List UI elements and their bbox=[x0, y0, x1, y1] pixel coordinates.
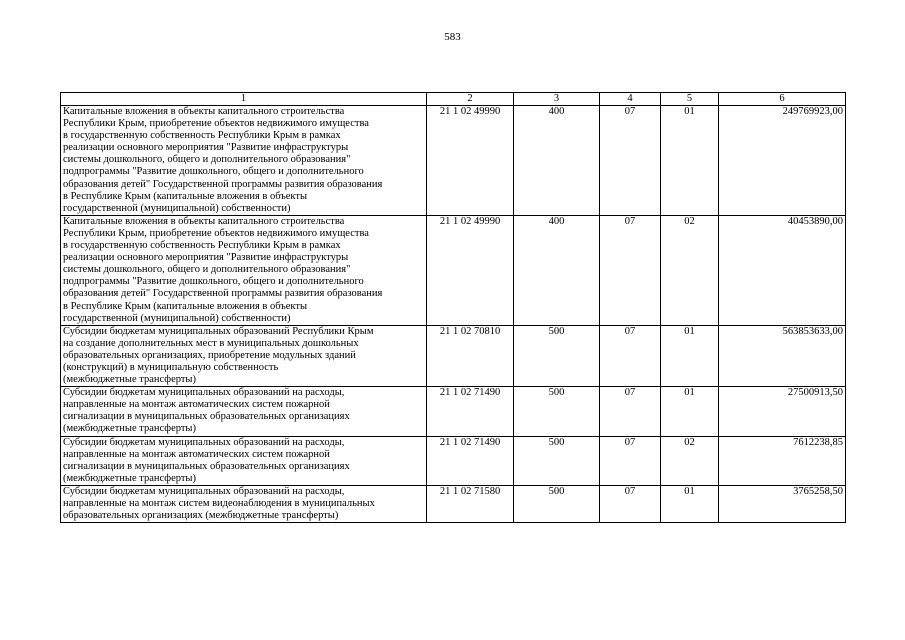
row-description: Субсидии бюджетам муниципальных образований на расходы, направленные на монтаж автоматических систем пожарной сигнализации в муниципальных образовательных организациях (межбюджетные трансферты) bbox=[61, 436, 427, 485]
header-row bbox=[61, 93, 846, 106]
row-amount: 7612238,85 bbox=[719, 436, 846, 485]
row-target-code: 21 1 02 49990 bbox=[427, 106, 514, 216]
row-target-code: 21 1 02 71490 bbox=[427, 387, 514, 436]
row-amount: 249769923,00 bbox=[719, 106, 846, 216]
table-row bbox=[61, 215, 846, 325]
row-description: Капитальные вложения в объекты капитального строительства Республики Крым, приобретение объектов недвижимого имущества в государственную собственность Республики Крым в рамках реализации основного мероприятия "Развитие инфраструктуры системы дошкольного, общего и дополнительного образования" подпрограммы "Развитие дошкольного, общего и дополнительного образования детей" Государственной программы развития образования в Республике Крым (капитальные вложения в объекты государственной (муниципальной) собственности) bbox=[61, 215, 427, 325]
column-header-1: 1 bbox=[61, 93, 427, 106]
row-expense-type: 500 bbox=[514, 325, 600, 386]
row-description: Капитальные вложения в объекты капитального строительства Республики Крым, приобретение объектов недвижимого имущества в государственную собственность Республики Крым в рамках реализации основного мероприятия "Развитие инфраструктуры системы дошкольного, общего и дополнительного образования" подпрограммы "Развитие дошкольного, общего и дополнительного образования детей" Государственной программы развития образования в Республике Крым (капитальные вложения в объекты государственной (муниципальной) собственности) bbox=[61, 106, 427, 216]
row-subsection: 02 bbox=[661, 436, 719, 485]
row-section: 07 bbox=[600, 387, 661, 436]
table-row bbox=[61, 325, 846, 386]
row-target-code: 21 1 02 70810 bbox=[427, 325, 514, 386]
row-description: Субсидии бюджетам муниципальных образований на расходы, направленные на монтаж систем видеонаблюдения в муниципальных образовательных организациях (межбюджетные трансферты) bbox=[61, 485, 427, 522]
row-expense-type: 400 bbox=[514, 106, 600, 216]
table-row bbox=[61, 485, 846, 522]
row-amount: 27500913,50 bbox=[719, 387, 846, 436]
row-section: 07 bbox=[600, 485, 661, 522]
row-subsection: 02 bbox=[661, 215, 719, 325]
row-amount: 40453890,00 bbox=[719, 215, 846, 325]
budget-table bbox=[60, 92, 846, 523]
column-header-6: 6 bbox=[719, 93, 846, 106]
row-subsection: 01 bbox=[661, 485, 719, 522]
row-section: 07 bbox=[600, 325, 661, 386]
row-section: 07 bbox=[600, 436, 661, 485]
table-row bbox=[61, 387, 846, 436]
row-expense-type: 500 bbox=[514, 387, 600, 436]
row-subsection: 01 bbox=[661, 387, 719, 436]
row-section: 07 bbox=[600, 215, 661, 325]
table-row bbox=[61, 436, 846, 485]
table-row bbox=[61, 106, 846, 216]
column-header-2: 2 bbox=[427, 93, 514, 106]
page-number: 583 bbox=[444, 31, 461, 43]
row-amount: 563853633,00 bbox=[719, 325, 846, 386]
row-subsection: 01 bbox=[661, 106, 719, 216]
row-section: 07 bbox=[600, 106, 661, 216]
column-header-4: 4 bbox=[600, 93, 661, 106]
row-description: Субсидии бюджетам муниципальных образований на расходы, направленные на монтаж автоматических систем пожарной сигнализации в муниципальных образовательных организациях (межбюджетные трансферты) bbox=[61, 387, 427, 436]
column-header-3: 3 bbox=[514, 93, 600, 106]
row-target-code: 21 1 02 49990 bbox=[427, 215, 514, 325]
row-description: Субсидии бюджетам муниципальных образований Республики Крым на создание дополнительных мест в муниципальных дошкольных образовательных организациях, приобретение модульных зданий (конструкций) в муниципальную собственность (межбюджетные трансферты) bbox=[61, 325, 427, 386]
row-expense-type: 500 bbox=[514, 436, 600, 485]
row-target-code: 21 1 02 71580 bbox=[427, 485, 514, 522]
row-target-code: 21 1 02 71490 bbox=[427, 436, 514, 485]
column-header-5: 5 bbox=[661, 93, 719, 106]
row-subsection: 01 bbox=[661, 325, 719, 386]
row-amount: 3765258,50 bbox=[719, 485, 846, 522]
row-expense-type: 500 bbox=[514, 485, 600, 522]
row-expense-type: 400 bbox=[514, 215, 600, 325]
